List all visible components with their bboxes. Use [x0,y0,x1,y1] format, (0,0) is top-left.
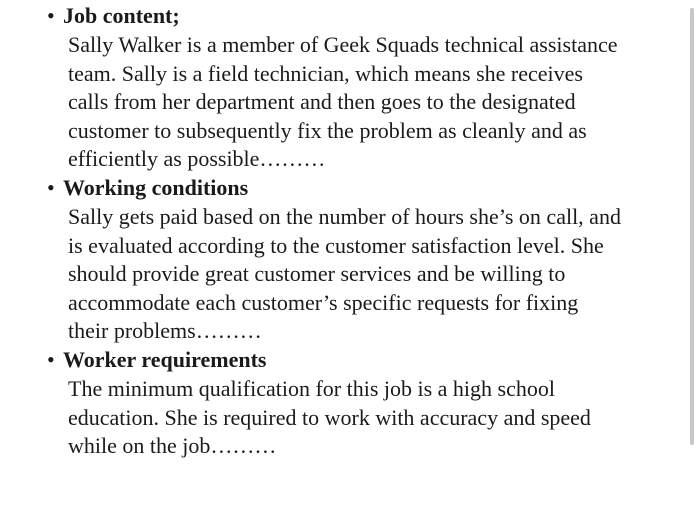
heading-text: Working conditions [63,175,249,200]
section-body-working-conditions [68,203,688,346]
bullet-icon: • [47,175,55,200]
paragraph-line: accommodate each customer’s specific requests for fixing [68,289,579,315]
section-heading-job-content [47,2,180,30]
paragraph-line: Sally Walker is a member of Geek Squads technical assistance [68,32,618,57]
heading-text: Job content; [63,3,180,28]
paragraph-line: efficiently as possible……… [68,146,326,172]
paragraph-line: is evaluated according to the customer satisfaction level. She [68,232,604,258]
paragraph-line: The minimum qualification for this job is a high school [68,376,555,401]
bullet-icon: • [47,3,55,28]
paragraph-line: should provide great customer services and be willing to [68,261,566,287]
vertical-scrollbar[interactable] [690,8,694,445]
paragraph-line: while on the job……… [68,433,277,459]
paragraph-line: Sally gets paid based on the number of hours she’s on call, and [68,204,621,229]
paragraph-line: team. Sally is a field technician, which means she receives [68,60,583,86]
paragraph-line: customer to subsequently fix the problem as cleanly and as [68,117,587,143]
section-heading-worker-requirements [47,346,266,374]
section-heading-working-conditions [47,174,248,202]
heading-text: Worker requirements [63,347,267,372]
paragraph-line: education. She is required to work with accuracy and speed [68,404,591,430]
bullet-icon: • [47,347,55,372]
paragraph-line: their problems……… [68,318,262,344]
section-body-job-content [68,31,688,174]
paragraph-line: calls from her department and then goes to the designated [68,89,576,115]
section-body-worker-requirements [68,375,688,461]
